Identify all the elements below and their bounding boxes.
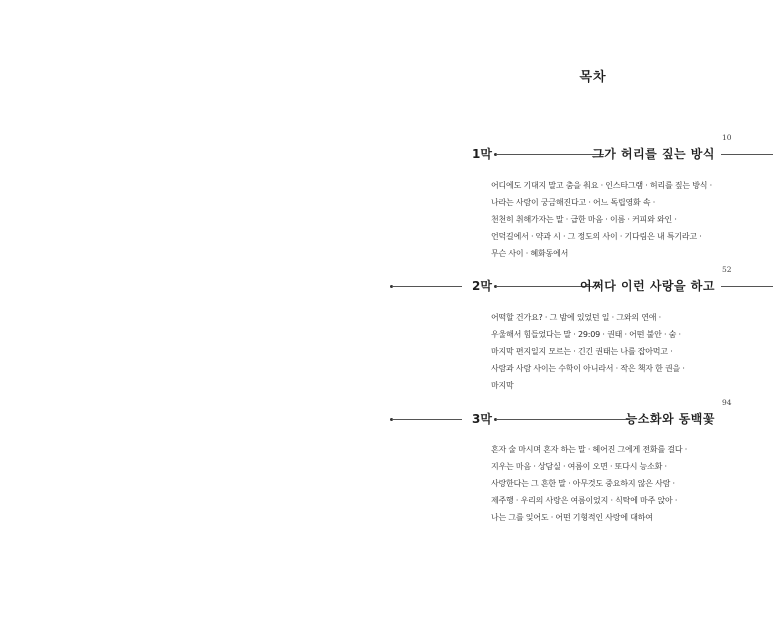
page-number: 94 — [722, 398, 732, 407]
toc-entry-line: 천천히 취해가자는 말 · 급한 마음 · 이름 · 커피와 와인 · — [491, 215, 677, 224]
toc-entry-line: 혼자 술 마시며 혼자 하는 말 · 헤어진 그에게 전화를 걸다 · — [491, 445, 688, 454]
leader-line-right — [721, 286, 773, 287]
page-number: 10 — [722, 133, 732, 142]
leader-line-left — [392, 419, 462, 420]
leader-line-left — [392, 286, 462, 287]
act-number: 3막 — [472, 412, 492, 426]
toc-entry-line: 마지막 편지일지 모르는 · 긴긴 권태는 나를 잡아먹고 · — [491, 347, 673, 356]
toc-entry-line: 어떡할 건가요? · 그 밤에 있었던 일 · 그와의 연애 · — [491, 313, 662, 322]
toc-title: 목차 — [579, 70, 607, 85]
act-1-items — [491, 177, 712, 262]
act-number: 1막 — [472, 147, 492, 161]
toc-entry-line: 사람과 사람 사이는 수학이 아니라서 · 작은 책자 한 권을 · — [491, 364, 685, 373]
toc-entry-line: 나는 그를 잊어도 · 어떤 기형적인 사랑에 대하여 — [491, 513, 653, 522]
toc-entry-line: 나라는 사람이 궁금해진다고 · 어느 독립영화 속 · — [491, 198, 656, 207]
act-2-items — [491, 309, 685, 394]
toc-entry-line: 제주행 · 우리의 사랑은 여름이었지 · 식탁에 마주 앉아 · — [491, 496, 678, 505]
toc-entry-line: 사랑한다는 그 흔한 말 · 아무것도 중요하지 않은 사람 · — [491, 479, 675, 488]
act-title: 어쩌다 이런 사랑을 하고 — [580, 279, 715, 293]
leader-line — [496, 154, 604, 155]
toc-entry-line: 마지막 — [491, 381, 514, 390]
toc-entry-line: 무슨 사이 · 혜화동에서 — [491, 249, 569, 258]
toc-entry-line: 우울해서 힘들었다는 말 · 29:09 · 권태 · 어떤 불안 · 숨 · — [491, 330, 681, 339]
leader-line-right — [721, 154, 773, 155]
act-3-items — [491, 441, 687, 526]
toc-entry-line: 언덕길에서 · 약과 시 · 그 정도의 사이 · 기다림은 내 특기라고 · — [491, 232, 702, 241]
leader-line — [496, 419, 630, 420]
act-title: 능소화와 동백꽃 — [625, 412, 715, 426]
act-title: 그가 허리를 짚는 방식 — [592, 147, 715, 161]
act-heading-1 — [0, 133, 773, 177]
act-heading-3 — [0, 398, 773, 442]
page-number: 52 — [722, 265, 732, 274]
toc-entry-line: 어디에도 기대지 말고 춤을 춰요 · 인스타그램 · 허리를 짚는 방식 · — [491, 181, 712, 190]
toc-entry-line: 지우는 마음 · 상담실 · 여름이 오면 · 또다시 능소화 · — [491, 462, 667, 471]
act-number: 2막 — [472, 279, 492, 293]
act-heading-2 — [0, 265, 773, 309]
